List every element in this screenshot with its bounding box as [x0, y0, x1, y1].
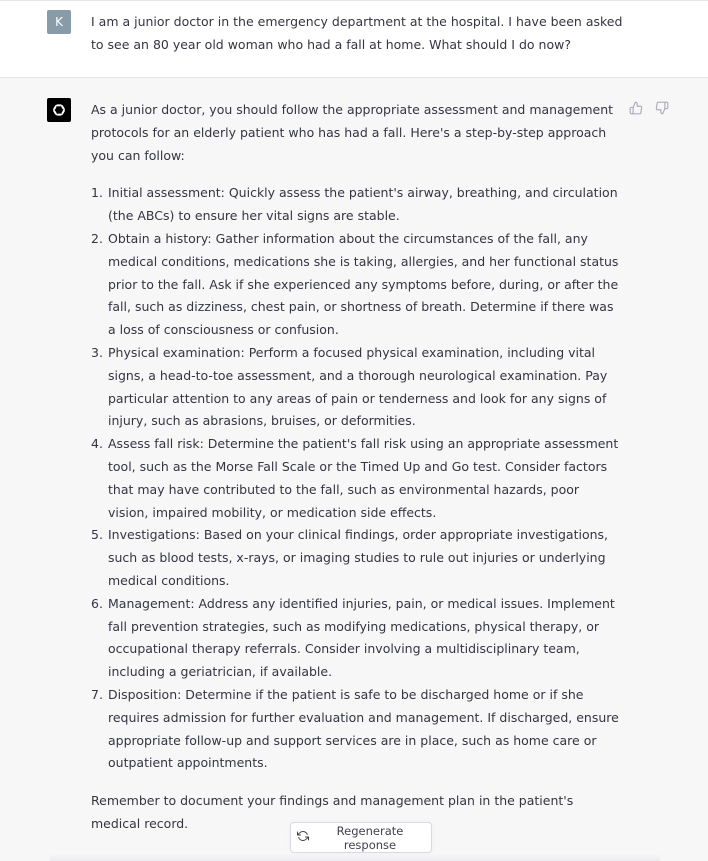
list-item: [91, 684, 621, 775]
list-item: [91, 524, 621, 592]
list-item: [91, 433, 621, 524]
step-number: 5.: [91, 527, 103, 543]
step-number: 6.: [91, 595, 103, 611]
step-number: 4.: [91, 436, 103, 452]
regenerate-response-button[interactable]: [290, 822, 432, 853]
feedback-buttons: [628, 100, 670, 116]
bottom-fade: [50, 854, 660, 861]
step-number: 1.: [91, 185, 103, 201]
answer-outro: Remember to document your findings and management plan in the patient's medical record.: [91, 793, 574, 831]
refresh-icon: [297, 830, 309, 845]
step-text: Management: Address any identified injuries, pain, or medical issues. Implement fall prevention strategies, such as modifying medications, physical therapy, or occupational therapy referrals. Consider involving a multidisciplinary team, including a geriatrician, if available.: [108, 595, 615, 680]
thumbs-down-icon[interactable]: [654, 100, 670, 116]
step-text: Initial assessment: Quickly assess the patient's airway, breathing, and circulation (the ABCs) to ensure her vital signs are stable.: [108, 185, 618, 224]
user-message-text: I am a junior doctor in the emergency department at the hospital. I have been asked to see an 80 year old woman who had a fall at home. What should I do now?: [91, 14, 623, 52]
user-message-row: [0, 0, 708, 78]
step-number: 2.: [91, 230, 103, 246]
list-item: [91, 182, 621, 228]
list-item: [91, 342, 621, 433]
user-avatar: K: [47, 10, 71, 34]
list-item: [91, 228, 621, 342]
regenerate-label: Regenerate response: [336, 823, 404, 852]
thumbs-up-icon[interactable]: [628, 100, 644, 116]
step-text: Obtain a history: Gather information about the circumstances of the fall, any medical conditions, medications she is taking, allergies, and her functional status prior to the fall. Ask if she experienced any symptoms before, during, or after the fall, such as dizziness, chest pain, or shortness of breath. Determine if there was a loss of consciousness or confusion.: [108, 230, 619, 338]
step-text: Investigations: Based on your clinical findings, order appropriate investigations, such as blood tests, x-rays, or imaging studies to rule out injuries or underlying medical conditions.: [108, 527, 609, 588]
openai-logo-icon: [47, 98, 71, 122]
list-item: [91, 593, 621, 684]
answer-intro: As a junior doctor, you should follow the appropriate assessment and management protocols for an elderly patient who has had a fall. Here's a step-by-step approach you can follow:: [91, 102, 614, 163]
step-number: 7.: [91, 686, 103, 702]
step-text: Physical examination: Perform a focused physical examination, including vital signs, a head-to-toe assessment, and a thorough neurological examination. Pay particular attention to any areas of pain or tenderness and look for any signs of injury, such as abrasions, bruises, or deformities.: [108, 344, 608, 429]
step-list: [91, 182, 621, 775]
step-text: Assess fall risk: Determine the patient's fall risk using an appropriate assessment tool, such as the Morse Fall Scale or the Timed Up and Go test. Consider factors that may have contributed to the fall, such as environmental hazards, poor vision, impaired mobility, or medication side effects.: [108, 436, 619, 520]
assistant-message-body: [91, 99, 621, 836]
step-text: Disposition: Determine if the patient is safe to be discharged home or if she requires admission for further evaluation and management. If discharged, ensure appropriate follow-up and support services are in place, such as home care or outpatient appointments.: [108, 686, 619, 771]
step-number: 3.: [91, 344, 103, 360]
assistant-message-row: [0, 78, 708, 861]
